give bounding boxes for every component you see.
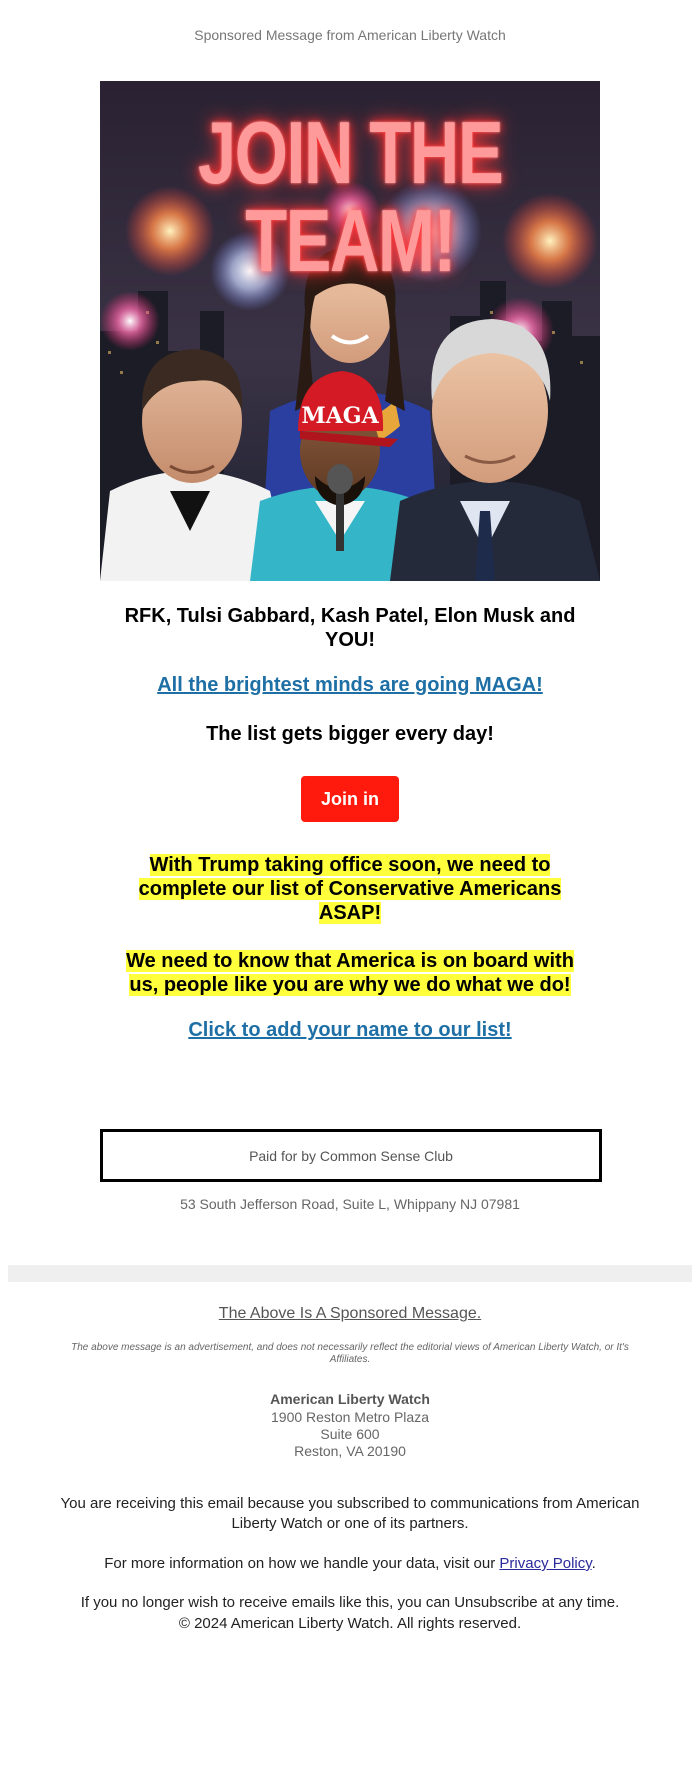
subscription-notice-text: You are receiving this email because you subscribed to communications from American Liberty Watch or one of its partners. [60, 1495, 640, 1532]
maga-link-row [0, 674, 700, 697]
headline-text: RFK, Tulsi Gabbard, Kash Patel, Elon Musk and YOU! [124, 605, 576, 651]
disclaimer-text: The above message is an advertisement, and does not necessarily reflect the editorial views of American Liberty Watch, or It's Affiliates. [71, 1342, 629, 1365]
sponsored-header: Sponsored Message from American Liberty Watch [194, 27, 506, 43]
sender-address: 53 South Jefferson Road, Suite L, Whippany NJ 07981 [180, 1196, 520, 1212]
hero-image[interactable] [100, 81, 600, 581]
hero-title: JOIN THE TEAM! [197, 103, 503, 290]
join-in-button[interactable]: Join in [301, 776, 399, 822]
org-address-line-1: 1900 Reston Metro Plaza [271, 1409, 429, 1425]
highlight-text-1: With Trump taking office soon, we need to complete our list of Conservative Americans ASAP! [138, 854, 562, 924]
privacy-notice [0, 1555, 700, 1572]
list-bigger-text: The list gets bigger every day! [206, 723, 494, 745]
org-name: American Liberty Watch [270, 1391, 430, 1407]
copyright: © 2024 American Liberty Watch. All rights reserved. [178, 1615, 522, 1632]
cap-label: MAGA [301, 403, 379, 429]
org-address-line-3: Reston, VA 20190 [294, 1443, 406, 1459]
sponsored-notice-row [0, 1305, 700, 1323]
paid-for-box [100, 1129, 602, 1182]
highlight-text-2: We need to know that America is on board with us, people like you are why we do what we do! [126, 950, 574, 996]
org-address-line-2: Suite 600 [320, 1426, 380, 1442]
highlight-paragraph-2 [0, 949, 700, 997]
headline [0, 604, 700, 652]
privacy-policy-link[interactable]: Privacy Policy [499, 1555, 592, 1572]
privacy-prefix: For more information on how we handle your data, visit our [104, 1555, 500, 1572]
add-name-link-row [0, 1019, 700, 1042]
unsubscribe-notice: If you no longer wish to receive emails like this, you can Unsubscribe at any time. [80, 1594, 620, 1611]
maga-link[interactable]: All the brightest minds are going MAGA! [157, 674, 543, 696]
disclaimer [0, 1342, 700, 1366]
subscription-notice [0, 1494, 700, 1534]
footer-divider [8, 1265, 692, 1282]
sponsored-notice-link[interactable]: The Above Is A Sponsored Message. [218, 1305, 482, 1322]
add-name-link[interactable]: Click to add your name to our list! [188, 1019, 512, 1041]
privacy-suffix: . [591, 1555, 596, 1572]
paid-for-text: Paid for by Common Sense Club [249, 1147, 453, 1164]
highlight-paragraph-1 [0, 853, 700, 925]
